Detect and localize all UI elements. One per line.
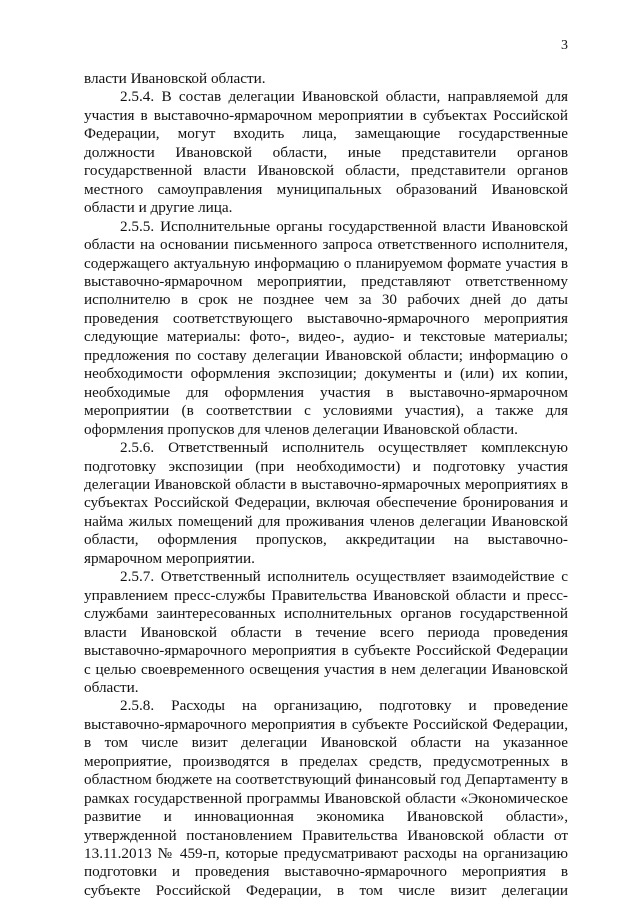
text-line: местного самоуправления муниципальных образований Ивановской — [84, 180, 568, 198]
body-text — [84, 70, 568, 900]
text-line: ярмарочном мероприятии. — [84, 549, 255, 567]
text-line: подготовку экспозиции (при необходимости) и подготовку участия — [84, 457, 568, 475]
text-line: 2.5.8. Расходы на организацию, подготовку и проведение — [120, 697, 568, 715]
text-line: 2.5.6. Ответственный исполнитель осуществляет комплексную — [120, 439, 568, 457]
text-line: с целью своевременного освещения участия в нем делегации Ивановской — [84, 660, 568, 678]
text-line: выставочно-ярмарочного мероприятия в субъекте Российской Федерации — [84, 642, 568, 660]
text-line: субъекте Российской Федерации, в том числе визит делегации — [84, 881, 568, 899]
text-line: области на основании письменного запроса ответственного исполнителя, — [84, 236, 568, 254]
text-line: управлением пресс-службы Правительства Ивановской области и пресс- — [84, 586, 568, 604]
text-line: области, оформления пропусков, аккредитации на выставочно- — [84, 531, 568, 549]
text-line: власти Ивановской области в течение всего периода проведения — [84, 623, 568, 641]
text-line: найма жилых помещений для проживания членов делегации Ивановской — [84, 512, 568, 530]
text-line: рамках государственной программы Ивановской области «Экономическое — [84, 789, 568, 807]
text-line: выставочно-ярмарочном мероприятии, представляют ответственному — [84, 272, 568, 290]
text-line: утвержденной постановлением Правительства Ивановской области от — [84, 826, 568, 844]
text-line: содержащего актуальную информацию о планируемом формате участия в — [84, 254, 568, 272]
text-line: в том числе визит делегации Ивановской области на указанное — [84, 734, 568, 752]
text-line: 2.5.5. Исполнительные органы государственной власти Ивановской — [120, 217, 568, 235]
text-line: необходимости оформления экспозиции; документы и (или) их копии, — [84, 365, 568, 383]
text-line: развитие и инновационная экономика Ивановской области», — [84, 808, 568, 826]
text-line: 13.11.2013 № 459-п, которые предусматривают расходы на организацию — [84, 845, 568, 863]
text-line: государственной власти Ивановской области, представители органов — [84, 162, 568, 180]
text-line: проведения соответствующего выставочно-ярмарочного мероприятия — [84, 309, 568, 327]
text-line: субъектах Российской Федерации, включая обеспечение бронирования и — [84, 494, 568, 512]
page-number: 3 — [561, 38, 568, 53]
text-line: 2.5.4. В состав делегации Ивановской области, направляемой для — [120, 88, 568, 106]
text-line: предложения по составу делегации Ивановской области; информацию о — [84, 346, 568, 364]
text-line: мероприятии (в соответствии с условиями участия), а также для — [84, 402, 568, 420]
text-line: делегации Ивановской области в выставочно-ярмарочных мероприятиях в — [84, 475, 568, 493]
text-line: областном бюджете на соответствующий финансовый год Департаменту в — [84, 771, 568, 789]
text-line: должности Ивановской области, иные представители органов — [84, 143, 568, 161]
text-line: следующие материалы: фото-, видео-, аудио- и текстовые материалы; — [84, 328, 568, 346]
text-line: 2.5.7. Ответственный исполнитель осуществляет взаимодействие с — [120, 568, 568, 586]
text-line: службами заинтересованных исполнительных органов государственной — [84, 605, 568, 623]
text-line: необходимые для оформления участия в выставочно-ярмарочном — [84, 383, 568, 401]
text-line: власти Ивановской области. — [84, 70, 266, 87]
text-line: исполнителю в срок не позднее чем за 30 рабочих дней до даты — [84, 291, 568, 309]
text-line: мероприятие, производятся в пределах средств, предусмотренных в — [84, 752, 568, 770]
text-line: Федерации, могут входить лица, замещающие государственные — [84, 125, 568, 143]
text-line: участия в выставочно-ярмарочном мероприятии в субъектах Российской — [84, 106, 568, 124]
text-line: области. — [84, 678, 139, 696]
text-line: подготовки и проведения выставочно-ярмарочного мероприятия в — [84, 863, 568, 881]
text-line: области и другие лица. — [84, 199, 233, 217]
text-line: оформления пропусков для членов делегации Ивановской области. — [84, 420, 518, 438]
text-line: выставочно-ярмарочного мероприятия в субъекте Российской Федерации, — [84, 715, 568, 733]
